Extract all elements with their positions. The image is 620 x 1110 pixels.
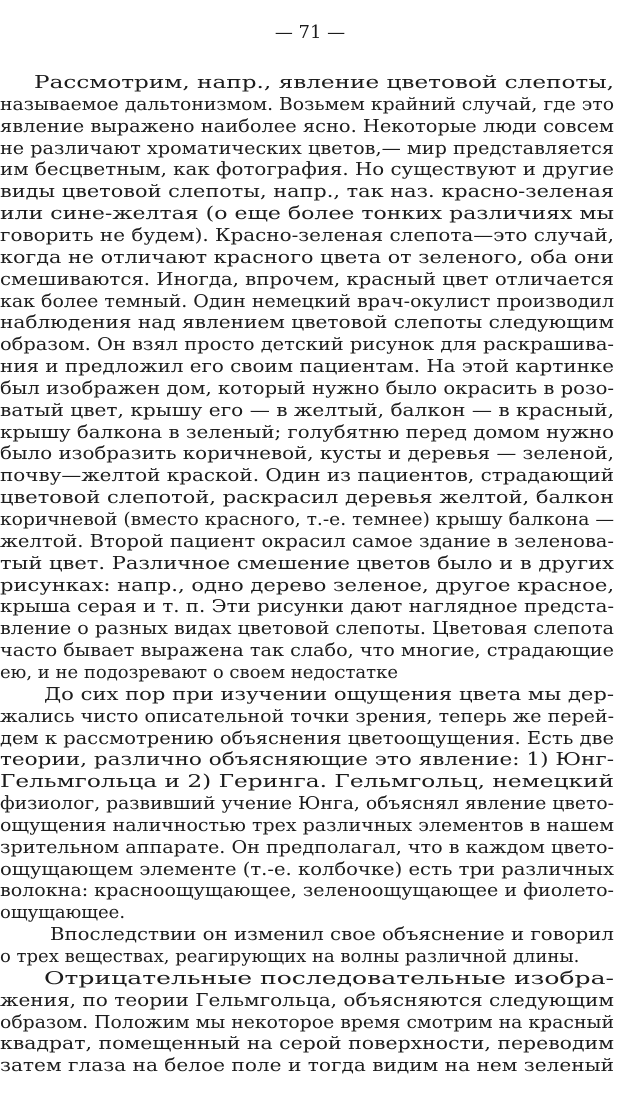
- text-line: Рассмотрим, напр., явление цветовой слепоты,: [34, 72, 615, 93]
- text-line: ею, и не подозревают о своем недостатке: [0, 661, 399, 683]
- text-line: ватый цвет, крышу его — в желтый, балкон — в красный,: [0, 399, 614, 421]
- text-line: был изображен дом, который нужно было окрасить в розо-: [0, 377, 615, 399]
- text-line: было изобразить коричневой, кусты и деревья — зеленой,: [0, 443, 614, 465]
- text-line: До сих пор при изучении ощущения цвета мы дер-: [44, 683, 614, 705]
- text-line: желтой. Второй пациент окрасил самое здание в зеленова-: [0, 530, 614, 552]
- text-line: как более темный. Один немецкий врач-окулист производил: [0, 290, 615, 312]
- text-line: виды цветовой слепоты, напр., так наз. красно-зеленая: [0, 181, 615, 203]
- page-number: — 71 —: [274, 22, 346, 43]
- text-line: коричневой (вместо красного, т.-е. темнее) крышу балкона —: [0, 509, 615, 530]
- text-line: о трех веществах, реагирующих на волны различной длины.: [0, 946, 580, 967]
- text-line: почву—желтой краской. Один из пациентов, страдающий: [0, 465, 615, 487]
- text-line: Гельмгольца и 2) Геринга. Гельмгольц, немецкий: [0, 771, 614, 793]
- text-line: или сине-желтая (о еще более тонких различиях мы: [0, 203, 615, 225]
- text-line: дем к рассмотрению объяснения цветоощущения. Есть две: [0, 727, 614, 749]
- text-line: волокна: красноощущающее, зеленоощущающее и фиолето-: [0, 880, 614, 902]
- text-line: крышу балкона в зеленый; голубятню перед домом нужно: [0, 421, 615, 443]
- text-line: когда не отличают красного цвета от зеленого, оба они: [0, 246, 614, 268]
- text-line: образом. Он взял просто детский рисунок для раскрашива-: [0, 334, 614, 356]
- text-line: Отрицательные последовательные изобра-: [44, 967, 615, 989]
- text-line: теории, различно объясняющие это явление: 1) Юнг-: [0, 749, 614, 771]
- text-line: зрительном аппарате. Он предполагал, что в каждом цвето-: [0, 836, 615, 858]
- text-line: часто бывает выражена так слабо, что многие, страдающие: [0, 640, 614, 662]
- text-line: цветовой слепотой, раскрасил деревья желтой, балкон: [0, 487, 615, 509]
- text-line: ощущающее.: [0, 902, 126, 924]
- text-line: говорить не будем). Красно-зеленая слепота—это случай,: [0, 224, 614, 246]
- text-line: рисунках: напр., одно дерево зеленое, другое красное,: [0, 574, 615, 596]
- text-line: тый цвет. Различное смешение цветов было и в других: [0, 552, 614, 574]
- text-line: квадрат, помещенный на серой поверхности, переводим: [0, 1033, 615, 1055]
- text-line: вление о разных видах цветовой слепоты. Цветовая слепота: [0, 618, 614, 640]
- text-line: не различают хроматических цветов,— мир представляется: [0, 137, 615, 159]
- text-line: называемое дальтонизмом. Возьмем крайний случай, где это: [0, 93, 615, 115]
- text-line: ощущающем элементе (т.-е. колбочке) есть три различных: [0, 858, 615, 880]
- text-line: Впоследствии он изменил свое объяснение и говорил: [50, 924, 614, 946]
- text-line: жения, по теории Гельмгольца, объясняются следующим: [0, 989, 614, 1011]
- text-line: явление выражено наиболее ясно. Некоторые люди совсем: [0, 115, 615, 137]
- text-line: им бесцветным, как фотография. Но существуют и другие: [0, 159, 615, 181]
- text-line: крыша серая и т. п. Эти рисунки дают наглядное предста-: [0, 596, 615, 618]
- text-line: смешиваются. Иногда, впрочем, красный цвет отличается: [0, 268, 614, 290]
- text-line: наблюдения над явлением цветовой слепоты следующим: [0, 312, 614, 334]
- text-line: ощущения наличностью трех различных элементов в нашем: [0, 814, 615, 836]
- text-line: затем глаза на белое поле и тогда видим на нем зеленый: [0, 1055, 615, 1077]
- text-line: ния и предложил его своим пациентам. На этой картинке: [0, 356, 614, 378]
- text-line: физиолог, развивший учение Юнга, объяснял явление цвето-: [0, 793, 614, 815]
- text-line: жались чисто описательной точки зрения, теперь же перей-: [0, 705, 615, 727]
- text-line: образом. Положим мы некоторое время смотрим на красный: [0, 1011, 615, 1033]
